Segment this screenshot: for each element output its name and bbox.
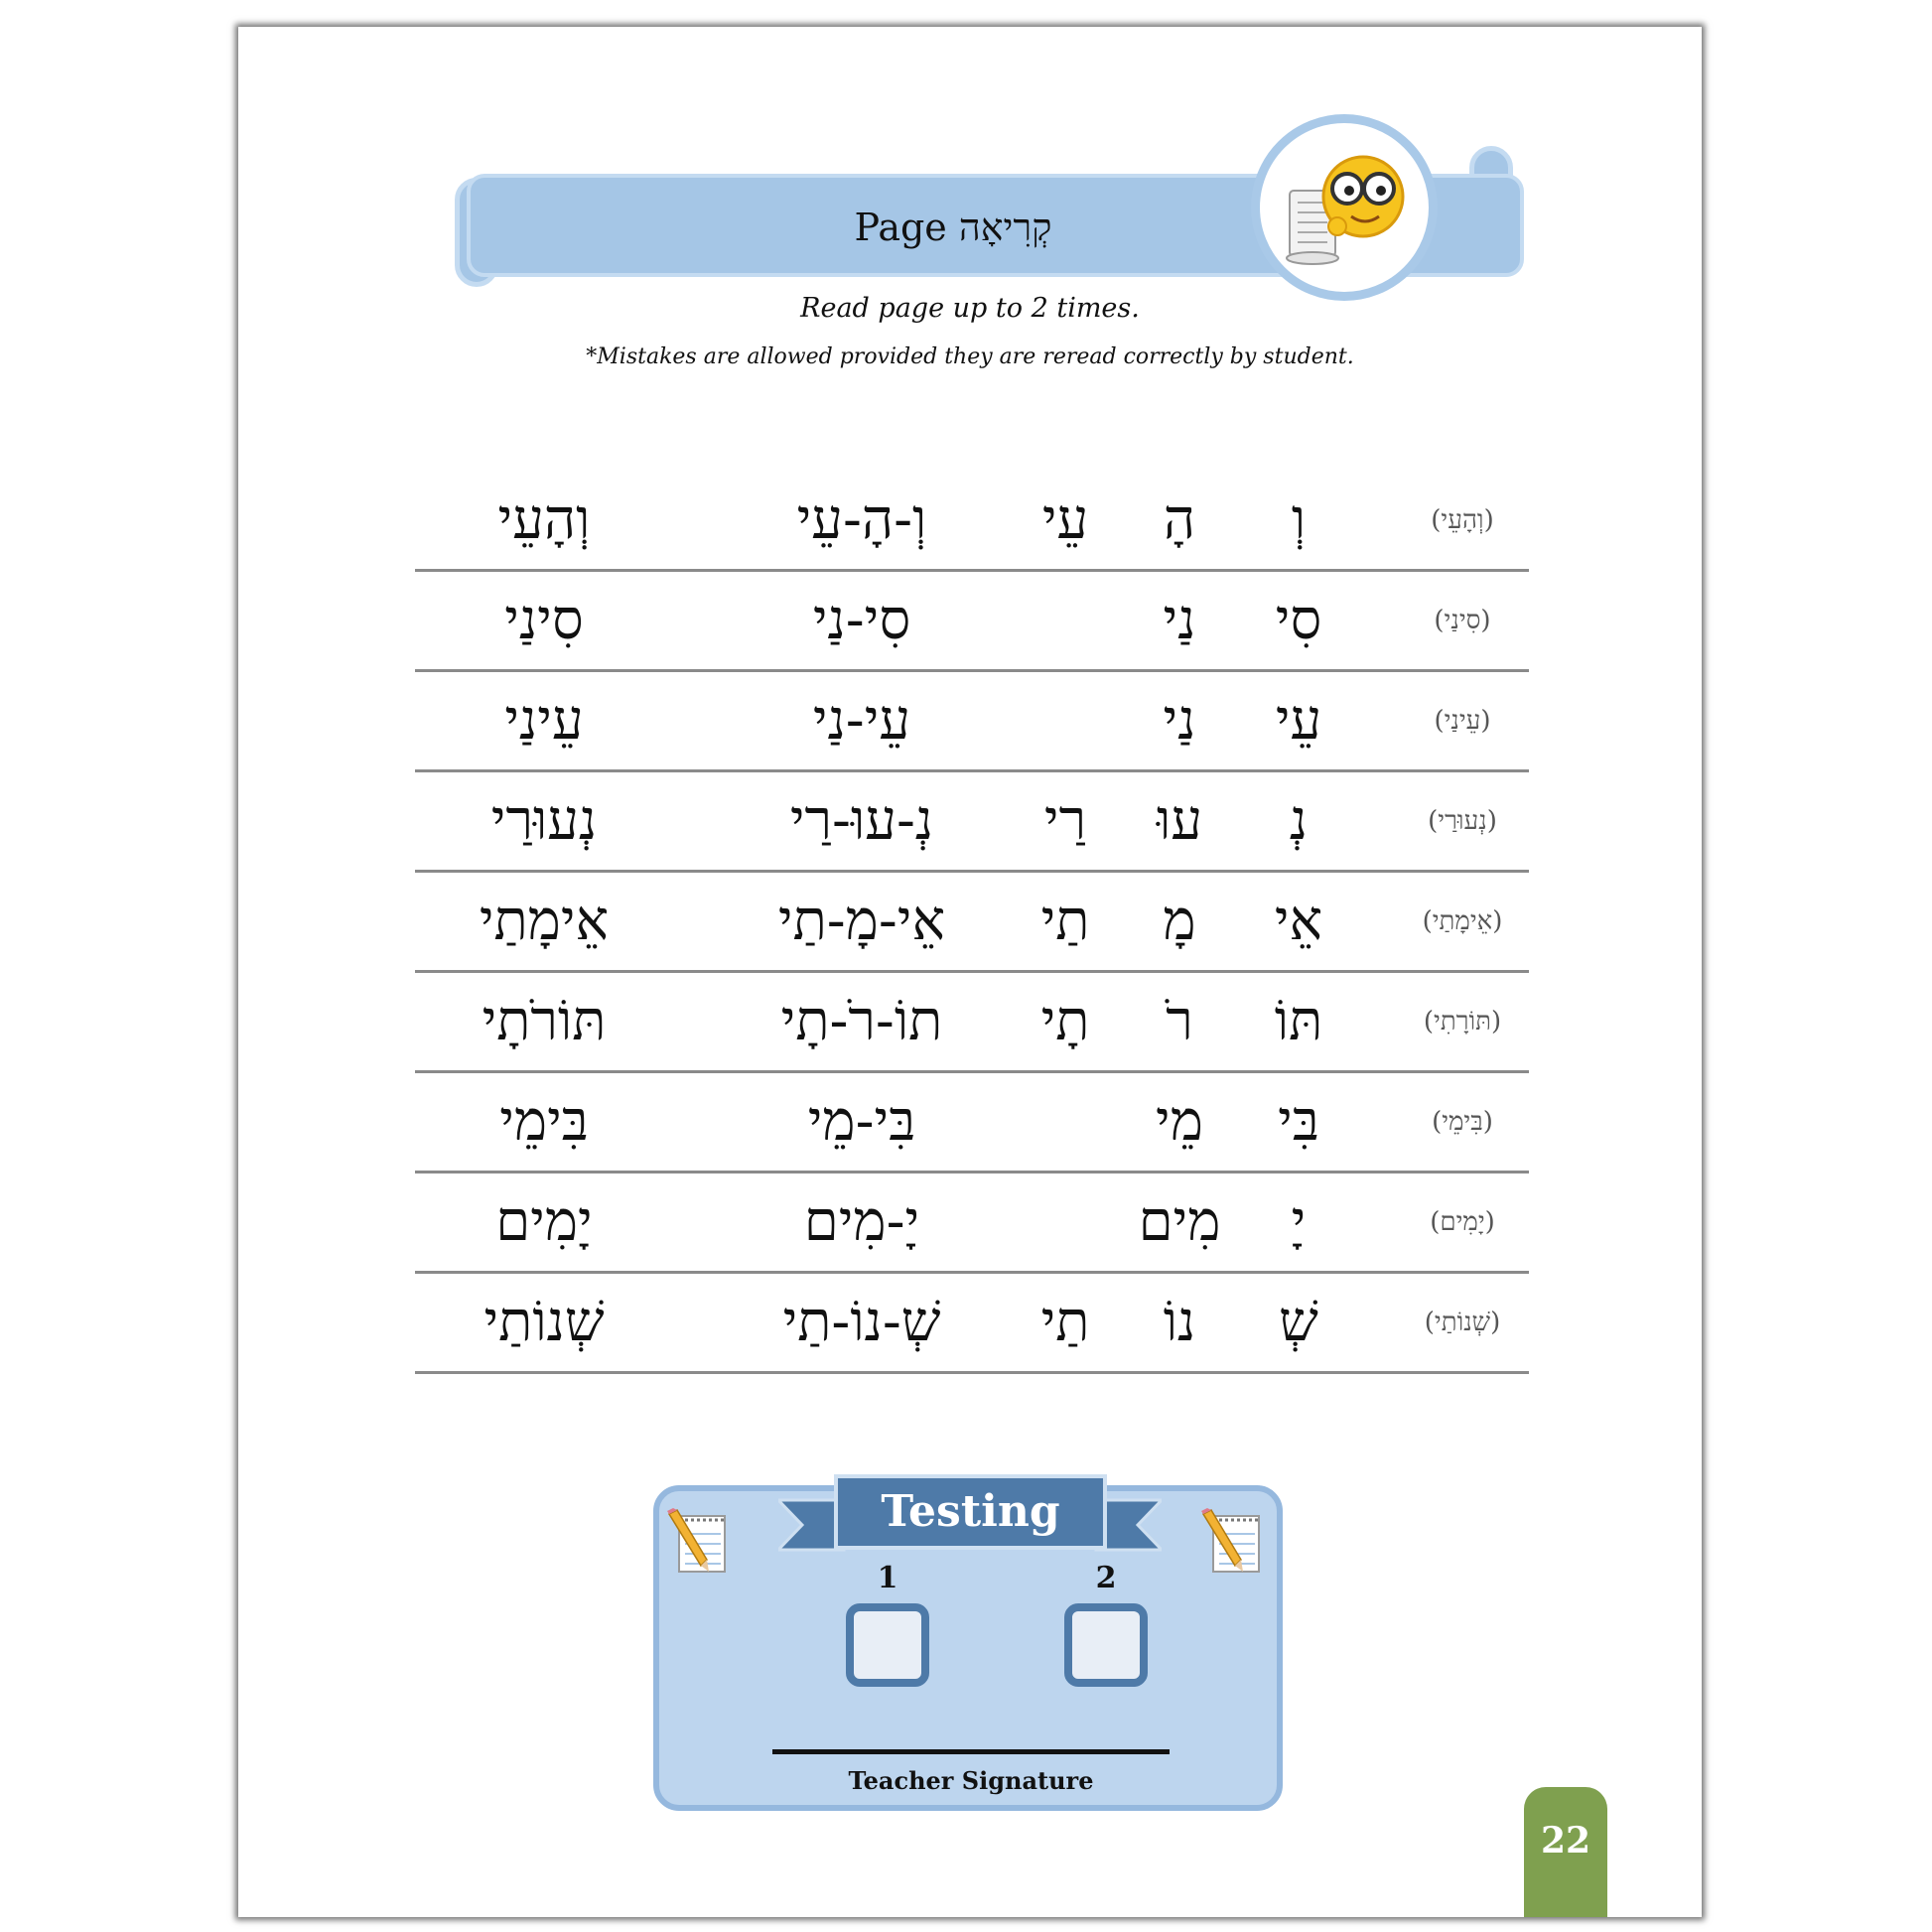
table-row xyxy=(415,472,1529,572)
table-row xyxy=(415,672,1529,772)
syllable-3: תַי xyxy=(1040,889,1090,953)
full-word: תּוֹרֹתָי xyxy=(482,989,607,1053)
syllable-2: עוּ xyxy=(1156,788,1203,853)
table-row xyxy=(415,1274,1529,1374)
split-word: יָ-מִים xyxy=(803,1189,920,1254)
split-word: סִי-נַי xyxy=(812,588,911,652)
reading-table xyxy=(415,472,1529,1374)
table-row xyxy=(415,1173,1529,1274)
syllable-3 xyxy=(1021,1073,1110,1171)
syllable-1: תּוֹ xyxy=(1274,989,1323,1053)
word-reference: (יָמִים) xyxy=(1430,1207,1495,1237)
attempt-checkbox-2[interactable] xyxy=(1064,1603,1148,1687)
word-reference: (שְׁנוֹתַי) xyxy=(1424,1308,1501,1337)
reading-scroll-emoji-icon xyxy=(1251,114,1438,301)
worksheet-page xyxy=(238,27,1702,1917)
pencil-notepad-icon xyxy=(665,1508,731,1578)
word-reference: (אֵימָתַי) xyxy=(1422,906,1503,936)
full-word: בִּימֵי xyxy=(499,1089,589,1154)
attempt-label-2: 2 xyxy=(1095,1561,1117,1595)
syllable-3 xyxy=(1021,672,1110,769)
word-reference: (וְהָעֵי) xyxy=(1431,505,1494,535)
pencil-notepad-icon xyxy=(1199,1508,1265,1578)
split-word: תוֹ-רֹ-תָי xyxy=(780,989,943,1053)
syllable-1: סִי xyxy=(1275,588,1322,652)
word-reference: (סִינַי) xyxy=(1434,606,1491,635)
full-word: וְהָעֵי xyxy=(497,487,591,552)
mistakes-note: *Mistakes are allowed provided they are reread correctly by student. xyxy=(586,345,1354,369)
syllable-2: מָ xyxy=(1163,889,1196,953)
table-row xyxy=(415,772,1529,873)
attempt-checkbox-1[interactable] xyxy=(846,1603,929,1687)
split-word: עֵי-נַי xyxy=(812,688,911,753)
page-number-tab: 22 xyxy=(1524,1787,1607,1917)
syllable-1: שְׁ xyxy=(1279,1290,1318,1354)
syllable-3: תַי xyxy=(1040,1290,1090,1354)
table-row xyxy=(415,973,1529,1073)
syllable-3 xyxy=(1021,1173,1110,1271)
word-reference: (בִּימֵי) xyxy=(1432,1107,1493,1137)
word-reference: (נְעוּרַי) xyxy=(1428,806,1497,836)
word-reference: (עֵינַי) xyxy=(1434,706,1491,736)
full-word: נְעוּרַי xyxy=(490,788,598,853)
syllable-3: תָי xyxy=(1040,989,1090,1053)
full-word: אֵימָתַי xyxy=(479,889,610,953)
syllable-2: נַי xyxy=(1163,588,1196,652)
syllable-1: בִּי xyxy=(1278,1089,1319,1154)
split-word: וְ-הָ-עֵי xyxy=(796,487,927,552)
signature-label: Teacher Signature xyxy=(848,1766,1094,1795)
split-word: נְ-עוּ-רַי xyxy=(789,788,934,853)
syllable-1: וְ xyxy=(1291,487,1307,552)
split-word: בִּי-מֵי xyxy=(807,1089,916,1154)
full-word: יָמִים xyxy=(495,1189,593,1254)
syllable-3 xyxy=(1021,572,1110,669)
table-row xyxy=(415,873,1529,973)
syllable-2: נַי xyxy=(1163,688,1196,753)
syllable-2: מֵי xyxy=(1156,1089,1203,1154)
signature-line[interactable] xyxy=(772,1749,1170,1754)
page-title: Page קְרִיאָה xyxy=(854,206,1052,249)
full-word: סִינַי xyxy=(504,588,584,652)
full-word: עֵינַי xyxy=(504,688,584,753)
split-word: שְׁ-נוֹ-תַי xyxy=(782,1290,941,1354)
syllable-2: נוֹ xyxy=(1163,1290,1196,1354)
syllable-1: עֵי xyxy=(1275,688,1322,753)
table-row xyxy=(415,572,1529,672)
syllable-1: אֵי xyxy=(1274,889,1323,953)
attempt-label-1: 1 xyxy=(877,1561,898,1595)
syllable-1: נְ xyxy=(1289,788,1309,853)
syllable-3: עֵי xyxy=(1041,487,1089,552)
syllable-3: רַי xyxy=(1043,788,1087,853)
table-row xyxy=(415,1073,1529,1173)
syllable-2: הָ xyxy=(1163,487,1196,552)
word-reference: (תּוֹרָתִי) xyxy=(1423,1007,1502,1036)
testing-title: Testing xyxy=(834,1474,1107,1550)
split-word: אֵי-מָ-תַי xyxy=(777,889,946,953)
reading-instruction: Read page up to 2 times. xyxy=(800,293,1140,324)
syllable-2: מִים xyxy=(1138,1189,1221,1254)
syllable-2: רֹ xyxy=(1166,989,1193,1053)
syllable-1: יָ xyxy=(1291,1189,1307,1254)
full-word: שְׁנוֹתַי xyxy=(483,1290,605,1354)
